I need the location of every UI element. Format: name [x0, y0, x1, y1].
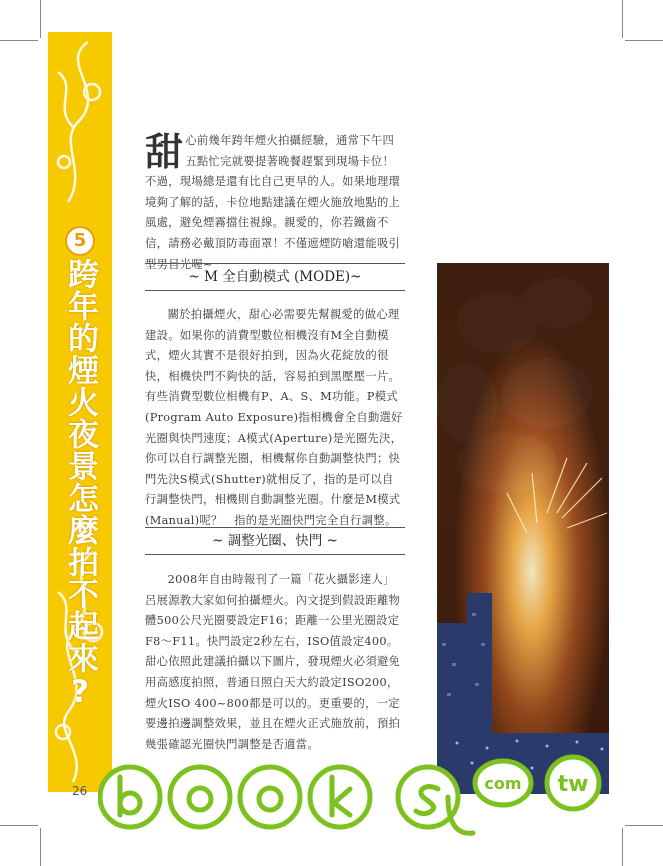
drop-cap: 甜 — [145, 129, 184, 174]
page-number: 26 — [72, 784, 88, 798]
chapter-number-badge: 5 — [65, 226, 95, 256]
chapter-title — [58, 258, 98, 711]
section-heading-aperture: ~ 調整光圈、快門 ~ — [145, 527, 405, 555]
svg-text:tw: tw — [557, 772, 589, 797]
crop-mark — [622, 0, 623, 38]
intro-text: 心前幾年跨年煙火拍攝經驗，通常下午四五點忙完就要提著晚餐趕緊到現場卡位！不過，現場總是還有比自己更早的人。如果地理環境夠了解的話，卡位地點建議在煙火施放地點的上風處，避免煙霧擋住視線。親愛的，你若鐵齒不信，請務必戴頂防毒面罩！不僅遮煙防嗆還能吸引型男目光喔~ — [145, 134, 401, 271]
section-aperture-body — [145, 570, 405, 755]
crop-mark — [0, 825, 38, 826]
section-aperture-text: 2008年自由時報刊了一篇「花火攝影達人」呂展源教大家如何拍攝煙火。內文提到假設距離物體500公尺光圈要設定F16；距離一公里光圈設定F8～F11。快門設定2秒左右，ISO值設定400。甜心依照此建議拍攝以下圖片，發現煙火必須避免用高感度拍照，普通日照白天大約設定ISO200，煙火ISO 400~800都是可以的。更重要的，一定要邊拍邊調整效果，並且在煙火正式施放前，預拍幾張確認光圈快門調整是否適當。 — [145, 573, 401, 751]
section-heading-m-mode: ~ M 全自動模式 (MODE)~ — [145, 263, 405, 291]
intro-paragraph — [145, 131, 405, 275]
section-m-mode-text: 關於拍攝煙火，甜心必需要先幫親愛的做心理建設。如果你的消費型數位相機沒有M全自動模式，煙火其實不是很好拍到，因為火花綻放的很快，相機快門不夠快的話，容易拍到黑壓壓一片。有些消費型數位相機有P、A、S、M功能。P模式(Program Auto Exposure)指相機會全自動選好光圈與快門速度；A模式(Aperture)是光圈先決，你可以自行調整光圈，相機幫你自動調整快門；快門先決S模式(Shutter)就相反了，指的是可以自行調整快門，相機則自動調整光圈。什麼是M模式(Manual)呢？ 指的是光圈快門完全自行調整。 — [145, 308, 403, 527]
svg-text:com: com — [484, 774, 522, 793]
crop-mark — [625, 40, 663, 41]
section-m-mode-body — [145, 305, 405, 532]
books-watermark-logo — [98, 745, 638, 845]
crop-mark — [40, 828, 41, 866]
crop-mark — [0, 40, 38, 41]
chapter-title-text: 跨年的煙火夜景怎麼拍不起來? — [62, 258, 98, 711]
crop-mark — [40, 0, 41, 38]
fireworks-photo — [437, 263, 609, 794]
